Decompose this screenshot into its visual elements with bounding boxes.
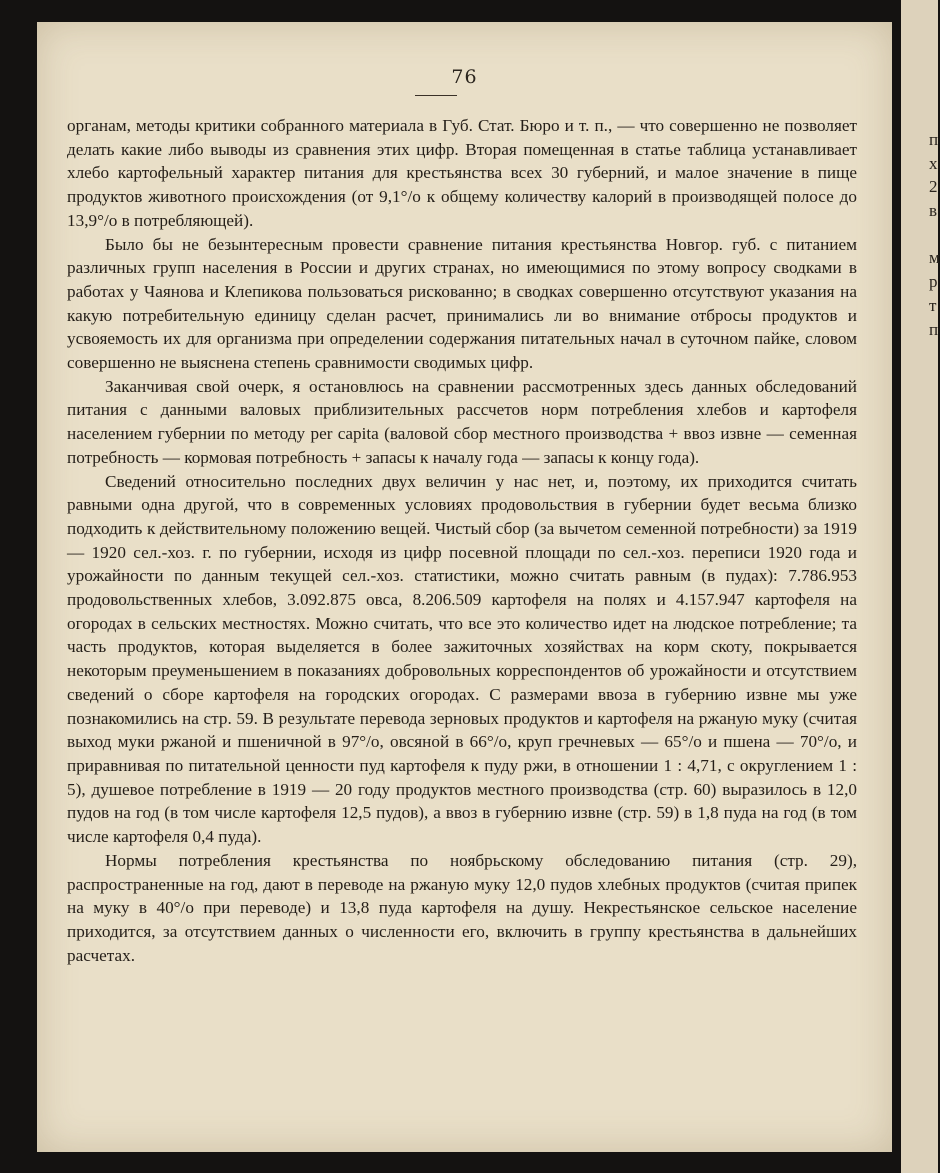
book-page xyxy=(37,22,892,1152)
edge-glyph: в xyxy=(929,201,938,221)
edge-glyph: х xyxy=(929,153,938,173)
edge-glyph: п xyxy=(929,130,939,149)
paragraph-3: Заканчивая свой очерк, я остановлюсь на сравнении рассмотренных здесь данных обследований питания с данными валовых приблизительных рассчетов норм потребления хлебов и картофеля населением губернии по методу per capita (валовой сбор местного производства + ввоз извне — семенная потребность — кормовая потребность + запасы к началу года — запасы к концу года). xyxy=(67,376,857,467)
paragraph-2: Было бы не безынтересным провести сравнение питания крестьянства Новгор. губ. с питанием различных групп населения в России и других странах, но имеющимися по этому вопросу сводками в работах у Чаянова и Клепикова пользоваться рискованно; в сводках совершенно отсутствуют указания на какую потребительную единицу сделан расчет, принимались ли во внимание отбросы продуктов и усвояемость их для организма при определении содержания питательных начал в суточном пайке, словом совершенно не выяснена степень сравнимости сводимых цифр. xyxy=(67,234,857,373)
paragraph-5: Нормы потребления крестьянства по ноябрьскому обследованию питания (стр. 29), распространенные на год, дают в переводе на ржаную муку 12,0 пудов хлебных продуктов (считая припек на муку в 40°/о при переводе) и 13,8 пуда картофеля на душу. Некрестьянское сельское население приходится, за отсутствием данных о численности его, включить в группу крестьянства в дальнейших расчетах. xyxy=(67,850,857,965)
edge-glyph xyxy=(929,223,940,247)
edge-glyph: 2 xyxy=(929,177,938,197)
adjacent-page-text xyxy=(929,128,940,341)
edge-glyph: м xyxy=(929,248,940,268)
edge-glyph: т xyxy=(929,295,937,315)
body-text xyxy=(67,114,857,967)
page-number: 76 xyxy=(451,66,478,88)
paragraph-1: органам, методы критики собранного материала в Губ. Стат. Бюро и т. п., — что совершенно не позволяет делать какие либо выводы из сравнения этих цифр. Вторая помещенная в статье таблица устанавливает хлебо картофельный характер питания для крестьянства всех 30 губерний, и малое значение в пище продуктов животного происхождения (от 9,1°/о к общему количеству калорий в производящей полосе до 13,9°/о в потребляющей). xyxy=(67,116,857,230)
adjacent-page-edge xyxy=(901,0,938,1173)
paragraph-4: Сведений относительно последних двух величин у нас нет, и, поэтому, их приходится считать равными одна другой, что в современных условиях продовольствия в губернии будет весьма близко подходить к действительному положению вещей. Чистый сбор (за вычетом семенной потребности) за 1919 — 1920 сел.-хоз. г. по губернии, исходя из цифр посевной площади по сел.-хоз. переписи 1920 года и урожайности по данным текущей сел.-хоз. статистики, можно считать равным (в пудах): 7.786.953 продовольственных хлебов, 3.092.875 овса, 8.206.509 картофеля на полях и 4.157.947 картофеля на огородах в сельских местностях. Можно считать, что все это количество идет на людское потребление; та часть продуктов, которая выделяется в более зажиточных хозяйствах на корм скоту, покрывается некоторым преуменьшением в показаниях добровольных корреспондентов об урожайности и отсутствием сведений о сборе картофеля на городских огородах. С размерами ввоза в губернию извне мы уже познакомились на стр. 59. В результате перевода зерновых продуктов и картофеля на ржаную муку (считая выход муки ржаной и пшеничной в 97°/о, овсяной в 66°/о, круп гречневых — 65°/о и пшена — 70°/о, и приравнивая по питательной ценности пуд картофеля к пуду ржи, в отношении 1 : 4,71, с округлением 1 : 5), душевое потребление в 1919 — 20 году продуктов местного производства (стр. 60) выразилось в 12,0 пудов на год (в том числе картофеля 12,5 пудов), а ввоз в губернию извне (стр. 59) в 1,8 пуда на год (в том числе картофеля 0,4 пуда). xyxy=(67,471,857,847)
edge-glyph: р xyxy=(929,272,938,292)
edge-glyph: п xyxy=(929,319,939,339)
page-number-rule xyxy=(415,95,457,96)
